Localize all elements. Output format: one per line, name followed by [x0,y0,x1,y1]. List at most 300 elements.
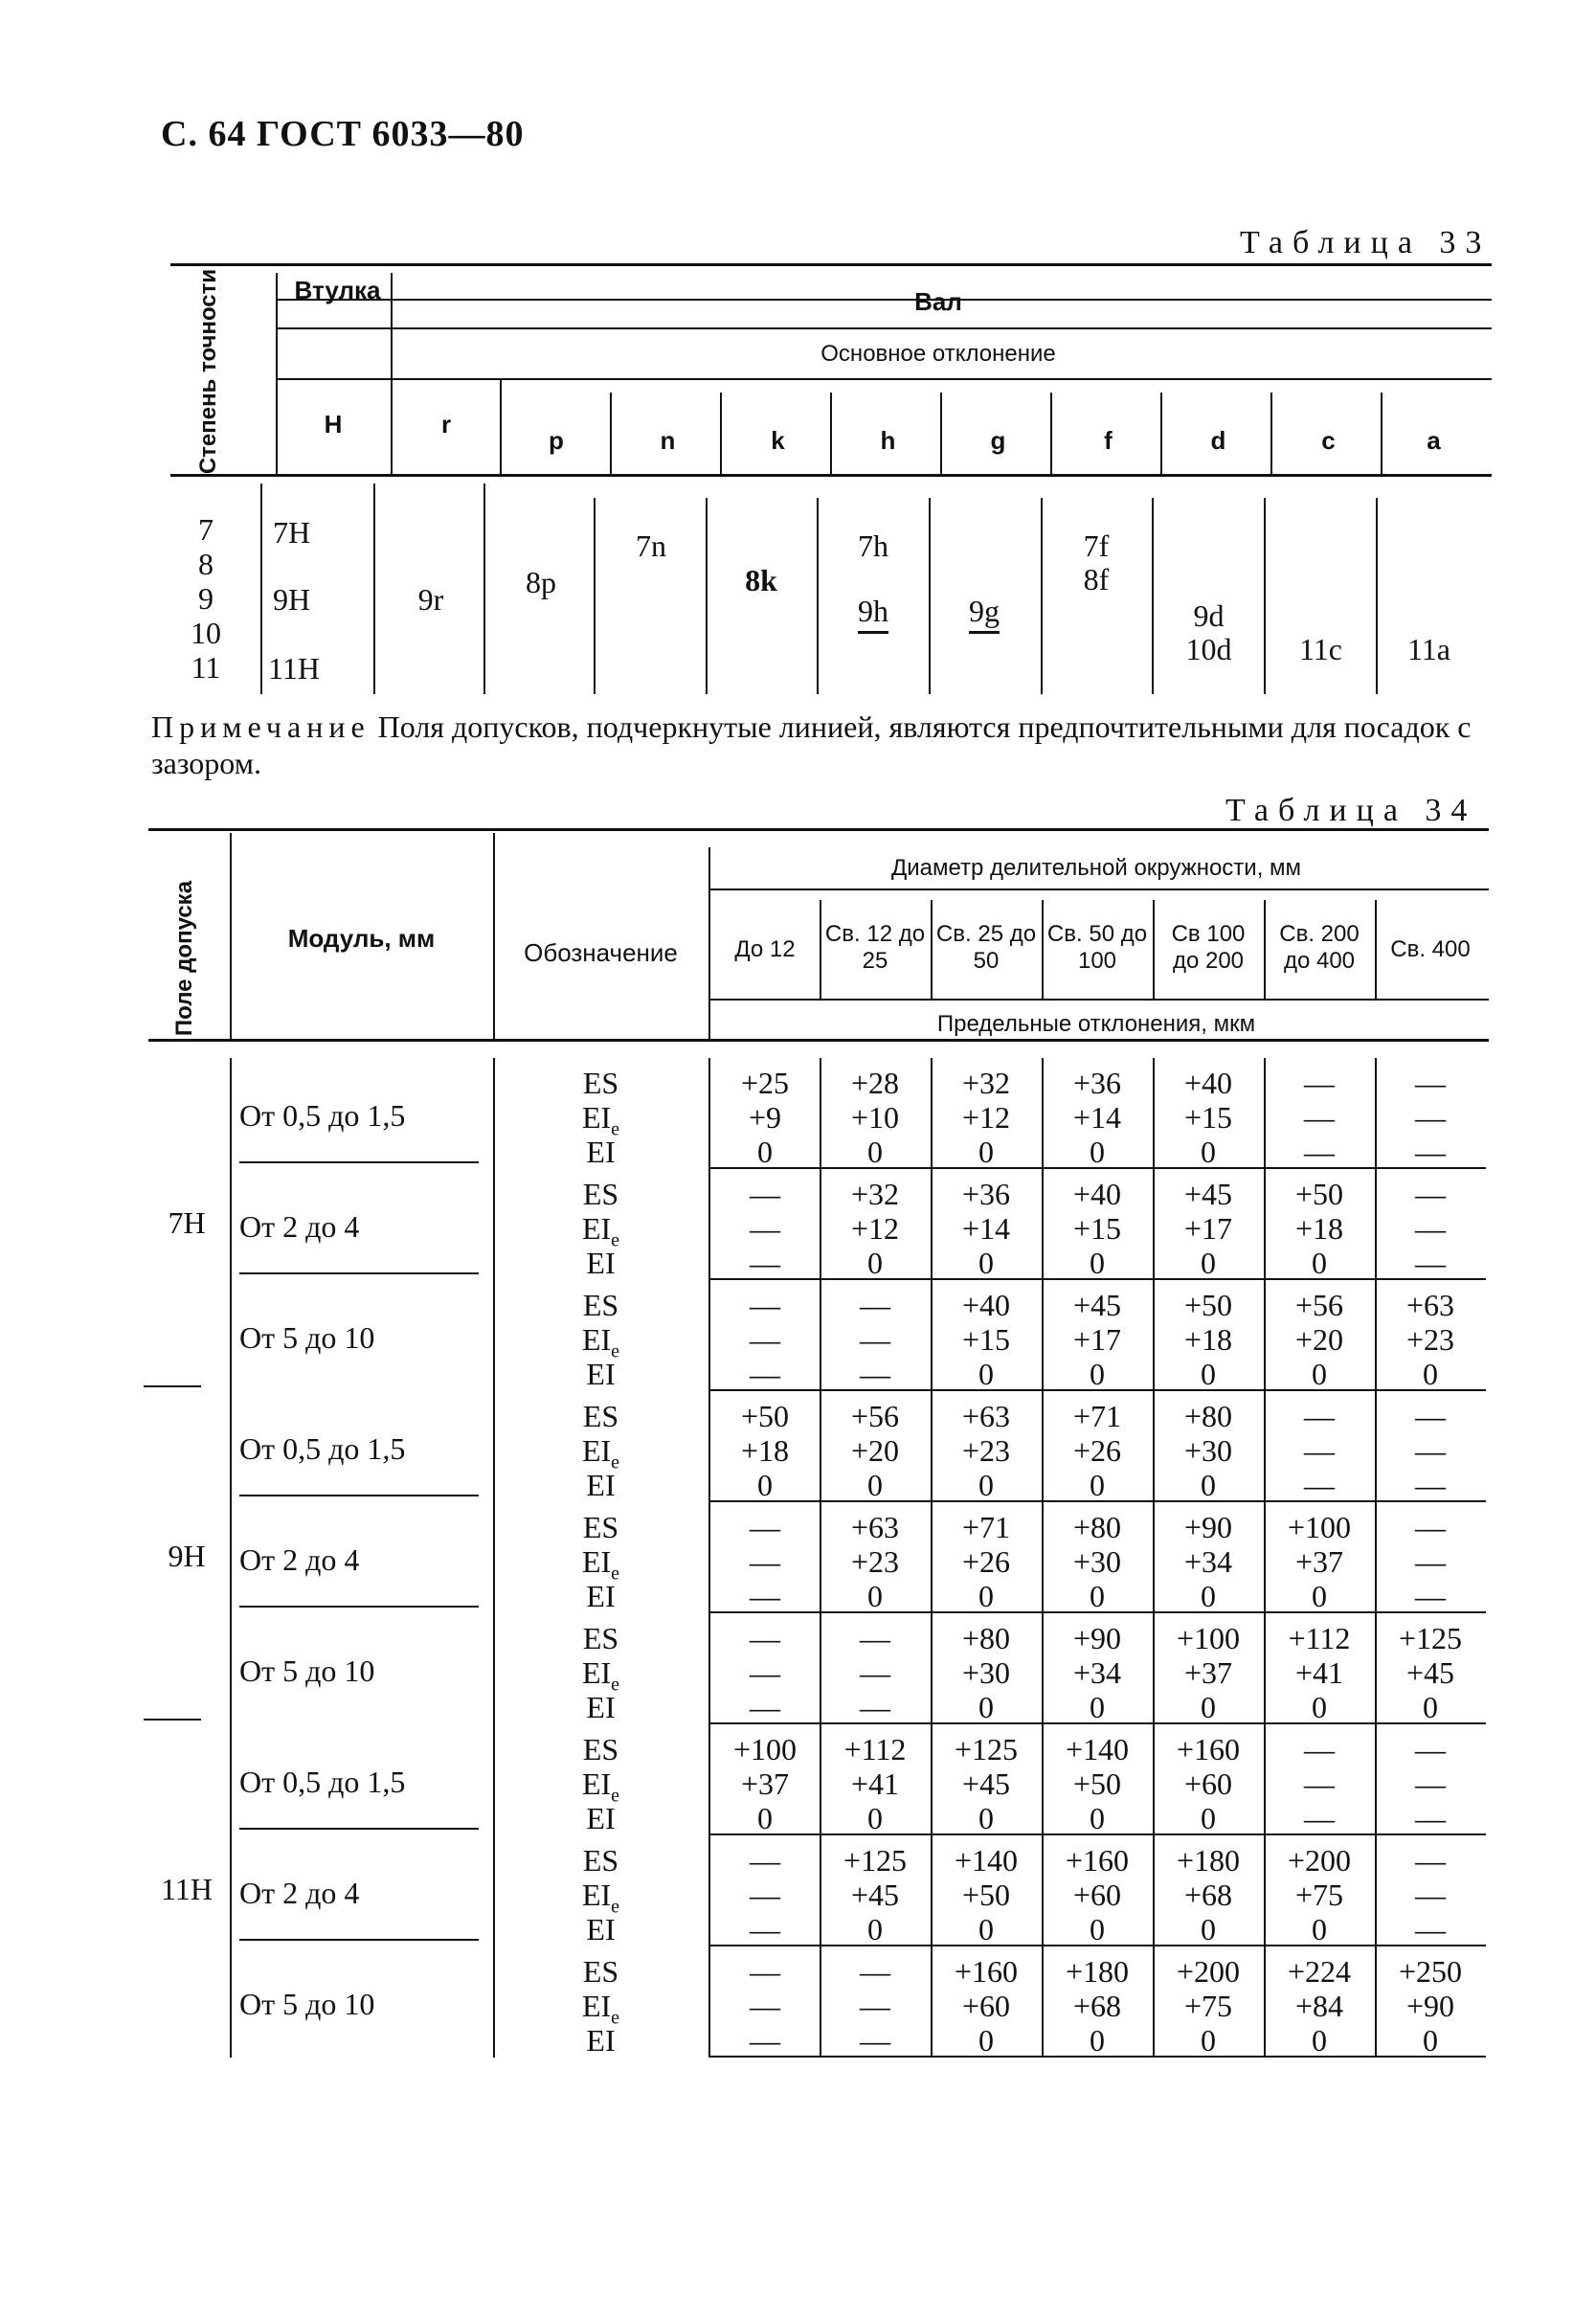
designation-ei: EI [586,1690,616,1724]
deviation-value: 0 [978,2023,994,2058]
module-label: От 0,5 до 1,5 [239,1765,406,1799]
t33-bv [929,498,931,694]
deviation-value: +32 [961,1066,1011,1100]
deviation-value: +45 [1405,1655,1455,1690]
field-9H: 9H [168,1539,206,1573]
deviation-value: 0 [978,1912,994,1946]
deviation-value: +37 [740,1766,790,1801]
deviation-value: +90 [1405,1989,1455,2023]
deviation-value: +9 [748,1100,782,1135]
deviation-value: +30 [1072,1544,1122,1579]
designation-ei: EI [586,1357,616,1391]
deviation-value: +12 [850,1211,900,1246]
diam-col-5: Св 100 до 200 [1171,921,1246,974]
deviation-value: — [860,1357,890,1391]
module-label: От 5 до 10 [239,1987,375,2021]
deviation-value: +41 [1294,1655,1344,1690]
t34-hv [1153,900,1155,999]
deviation-value: +37 [1183,1655,1233,1690]
t34-hv [931,900,933,999]
deviation-value: +50 [1072,1766,1122,1801]
module-label: От 0,5 до 1,5 [239,1431,406,1466]
deviation-value: +90 [1183,1510,1233,1544]
deviation-value: — [1304,1468,1335,1502]
designation-ei: EI [586,2023,616,2058]
fit-9h: 9h [858,594,888,628]
deviation-value: +180 [1065,1954,1130,1989]
deviation-value: — [1415,1468,1446,1502]
deviation-value: — [1415,1843,1446,1878]
value-row-divider [710,1389,1486,1391]
deviation-value: +112 [843,1732,907,1766]
t34-hv [230,833,232,1039]
deviation-value: +18 [1294,1211,1344,1246]
module-divider [239,1272,479,1274]
deviation-value: +23 [961,1433,1011,1468]
deviation-value: +23 [1405,1322,1455,1357]
table33-title: Таблица 33 [1240,225,1492,260]
deviation-value: +125 [843,1843,908,1878]
deviation-value: 0 [1090,1801,1105,1835]
deviation-value: 0 [978,1357,994,1391]
deviation-value: 0 [867,1579,883,1613]
deviation-value: — [1415,1246,1446,1280]
deviation-value: 0 [1201,1579,1216,1613]
fit-8f: 8f [1083,562,1110,596]
module-divider [239,1161,479,1163]
table33-val-rule [278,327,1492,329]
deviation-value: +10 [850,1100,900,1135]
t33-v-sep [1050,393,1052,474]
degree-10: 10 [191,616,221,650]
t33-bv [1376,498,1378,694]
t33-v-sep [610,393,612,474]
designation-ei: EI [586,1135,616,1169]
designation-sub: e [611,1451,620,1473]
fit-9g: 9g [969,594,1000,628]
table33-top-rule [170,263,1492,266]
diam-col-3: Св. 25 до 50 [935,921,1037,974]
designation-sub: e [611,1785,620,1807]
deviation-value: 0 [1090,1579,1105,1613]
deviation-value: +224 [1287,1954,1352,1989]
deviation-value: — [1304,1801,1335,1835]
deviation-value: 0 [1090,1468,1105,1502]
designation-text: EI [581,1989,612,2023]
deviation-value: 0 [1090,1135,1105,1169]
deviation-value: — [750,1177,780,1211]
deviation-value: +20 [1294,1322,1344,1357]
diam-col-1: До 12 [734,936,796,962]
designation-es: ES [582,1732,619,1766]
table34-col-divider [1264,1058,1266,2058]
t34-hv [708,847,710,1039]
deviation-value: — [1304,1135,1335,1169]
letter-c: c [1321,426,1336,455]
fit-7H: 7H [273,515,311,550]
deviation-value: — [1304,1766,1335,1801]
deviation-value: — [1415,1544,1446,1579]
deviation-value: +14 [1072,1100,1122,1135]
deviation-value: +63 [1405,1288,1455,1322]
deviation-value: +30 [961,1655,1011,1690]
designation-es: ES [582,1843,619,1878]
deviation-value: 0 [867,1912,883,1946]
letter-g: g [990,426,1006,455]
deviation-value: — [1304,1399,1335,1433]
deviation-value: +56 [1294,1288,1344,1322]
letter-H: H [324,410,343,439]
deviation-value: +160 [1065,1843,1130,1878]
deviation-value: +75 [1294,1878,1344,1912]
deviation-value: — [750,1690,780,1724]
designation-es: ES [582,1288,619,1322]
deviation-value: 0 [1201,1801,1216,1835]
fit-7h: 7h [858,529,888,563]
deviation-value: — [750,1544,780,1579]
value-row-divider [710,1167,1486,1169]
t33-bv [594,498,596,694]
deviation-value: 0 [1201,1468,1216,1502]
deviation-value: +36 [961,1177,1011,1211]
deviation-value: +41 [850,1766,900,1801]
designation-sub: e [611,1340,620,1362]
deviation-value: 0 [757,1135,773,1169]
table34-limits-header: Предельные отклонения, мкм [936,1011,1256,1037]
diam-col-2: Св. 12 до 25 [824,921,926,974]
designation-es: ES [582,1954,619,1989]
table33-vtulka-header: Втулка [294,276,381,304]
fit-9g-wrap [936,594,1032,629]
deviation-value: — [860,2023,890,2058]
value-row-divider [710,1722,1486,1724]
deviation-value: — [1415,1912,1446,1946]
deviation-value: +140 [1065,1732,1130,1766]
deviation-value: — [750,1989,780,2023]
t33-bv [817,498,819,694]
deviation-value: — [1304,1433,1335,1468]
table34-title: Таблица 34 [1225,793,1477,828]
deviation-value: +84 [1294,1989,1344,2023]
diam-col-6: Св. 200 до 400 [1279,921,1360,974]
deviation-value: +37 [1294,1544,1344,1579]
deviation-value: 0 [1201,1135,1216,1169]
table33-osn-header: Основное отклонение [820,341,1056,367]
letter-f: f [1104,426,1113,455]
table33-degree-header: Степень точности [195,268,221,475]
t33-v-sep [1270,393,1272,474]
deviation-value: — [860,1322,890,1357]
deviation-value: 0 [1312,2023,1327,2058]
deviation-value: 0 [867,1468,883,1502]
deviation-value: 0 [1312,1690,1327,1724]
deviation-value: +45 [1183,1177,1233,1211]
deviation-value: — [1415,1066,1446,1100]
table34-col-divider [1042,1058,1044,2058]
letter-k: k [771,426,785,455]
table34-col-divider [493,1058,495,2058]
deviation-value: — [750,1912,780,1946]
fit-8p: 8p [526,565,556,599]
t34-hv [493,833,495,1039]
t33-v-vtulka [391,273,393,474]
fit-9r: 9r [417,582,444,617]
designation-sub: e [611,1229,620,1251]
deviation-value: — [1415,1211,1446,1246]
fit-9H: 9H [273,582,311,617]
module-label: От 5 до 10 [239,1320,375,1355]
deviation-value: — [750,1843,780,1878]
deviation-value: — [750,1322,780,1357]
group-divider [144,1385,201,1387]
table34-diam-rule [710,889,1489,890]
deviation-value: +25 [740,1066,790,1100]
deviation-value: +180 [1176,1843,1241,1878]
designation-es: ES [582,1621,619,1655]
module-label: От 2 до 4 [239,1209,360,1244]
table34-col-divider [820,1058,821,2058]
designation-sub: e [611,1118,620,1140]
t33-bv [260,484,262,694]
value-row-divider [710,1611,1486,1613]
deviation-value: — [750,1211,780,1246]
deviation-value: +160 [954,1954,1019,1989]
designation-text: EI [581,1878,612,1912]
module-label: От 5 до 10 [239,1653,375,1688]
fit-10d: 10d [1185,632,1232,666]
deviation-value: — [860,1989,890,2023]
module-divider [239,1939,479,1941]
deviation-value: — [1415,1801,1446,1835]
deviation-value: 0 [1423,1357,1438,1391]
deviation-value: +100 [732,1732,798,1766]
deviation-value: 0 [867,1246,883,1280]
designation-sub: e [611,2007,620,2029]
designation-sub: e [611,1674,620,1696]
deviation-value: +56 [850,1399,900,1433]
deviation-value: +45 [1072,1288,1122,1322]
table33-header-rule [170,474,1492,477]
table34-col-divider [1375,1058,1377,2058]
deviation-value: +50 [961,1878,1011,1912]
letter-h: h [880,426,896,455]
table34-col-divider [931,1058,933,2058]
deviation-value: — [860,1690,890,1724]
fit-7n: 7n [636,529,666,563]
table34-top-rule [148,828,1489,831]
deviation-value: +140 [954,1843,1019,1878]
designation-es: ES [582,1066,619,1100]
letter-n: n [660,426,676,455]
t33-v-sep [940,393,942,474]
table34-module-header: Модуль, мм [287,924,436,953]
deviation-value: — [750,1954,780,1989]
deviation-value: — [860,1288,890,1322]
t33-v-sep [720,393,722,474]
deviation-value: +63 [961,1399,1011,1433]
deviation-value: 0 [1312,1912,1327,1946]
deviation-value: — [1415,1878,1446,1912]
letter-p: p [549,426,564,455]
deviation-value: +68 [1183,1878,1233,1912]
designation-es: ES [582,1177,619,1211]
designation-text: EI [581,1655,612,1690]
deviation-value: +60 [961,1989,1011,2023]
deviation-value: — [1415,1177,1446,1211]
deviation-value: +34 [1072,1655,1122,1690]
fit-9d: 9d [1193,598,1225,633]
deviation-value: +90 [1072,1621,1122,1655]
deviation-value: — [1415,1433,1446,1468]
t33-v-degree [276,273,278,474]
deviation-value: 0 [1090,1912,1105,1946]
deviation-value: +14 [961,1211,1011,1246]
deviation-value: +17 [1183,1211,1233,1246]
field-7H: 7H [168,1205,206,1240]
deviation-value: +100 [1287,1510,1352,1544]
t33-v-sep [1381,393,1382,474]
deviation-value: +60 [1183,1766,1233,1801]
note [151,709,1472,781]
deviation-value: 0 [978,1468,994,1502]
fit-11c: 11c [1298,632,1342,666]
fit-9h-wrap [825,594,921,629]
deviation-value: +50 [1183,1288,1233,1322]
table34-col-divider [1153,1058,1155,2058]
degree-8: 8 [198,547,214,581]
deviation-value: 0 [978,1579,994,1613]
designation-text: EI [581,1766,612,1801]
degree-7: 7 [198,512,214,547]
deviation-value: — [860,1954,890,1989]
designation-text: EI [581,1433,612,1468]
deviation-value: +23 [850,1544,900,1579]
letter-d: d [1210,426,1226,455]
deviation-value: +100 [1176,1621,1241,1655]
t33-bv [1264,498,1266,694]
deviation-value: +160 [1176,1732,1241,1766]
deviation-value: 0 [1201,1690,1216,1724]
deviation-value: 0 [1090,1357,1105,1391]
field-11H: 11H [161,1872,213,1906]
deviation-value: +60 [1072,1878,1122,1912]
deviation-value: — [750,1288,780,1322]
value-row-divider [710,2056,1486,2058]
deviation-value: 0 [978,1246,994,1280]
degree-11: 11 [191,650,221,685]
table34-diamcols-rule [710,999,1489,1001]
deviation-value: 0 [1090,1690,1105,1724]
deviation-value: +36 [1072,1066,1122,1100]
value-row-divider [710,1278,1486,1280]
letter-r: r [440,410,452,439]
deviation-value: 0 [867,1801,883,1835]
deviation-value: — [1415,1135,1446,1169]
deviation-value: 0 [1423,1690,1438,1724]
designation-ei: EI [586,1246,616,1280]
t33-bv [1152,498,1154,694]
deviation-value: +26 [961,1544,1011,1579]
deviation-value: +40 [1072,1177,1122,1211]
value-row-divider [710,1833,1486,1835]
deviation-value: — [750,1655,780,1690]
deviation-value: 0 [978,1690,994,1724]
deviation-value: 0 [1312,1246,1327,1280]
module-divider [239,1828,479,1830]
deviation-value: +32 [850,1177,900,1211]
deviation-value: +12 [961,1100,1011,1135]
designation-text: EI [581,1544,612,1579]
deviation-value: +17 [1072,1322,1122,1357]
deviation-value: +80 [961,1621,1011,1655]
diam-col-7: Св. 400 [1390,936,1471,962]
table34-diam-header: Диаметр делительной окружности, мм [890,855,1302,881]
deviation-value: +71 [1072,1399,1122,1433]
designation-ei: EI [586,1912,616,1946]
deviation-value: +18 [740,1433,790,1468]
deviation-value: +200 [1287,1843,1352,1878]
deviation-value: +200 [1176,1954,1241,1989]
deviation-value: 0 [1201,1357,1216,1391]
note-text: Поля допусков, подчеркнутые линией, являются предпочтительными для посадок с зазором. [151,709,1472,780]
deviation-value: 0 [757,1801,773,1835]
table34-col-divider [708,1058,710,2058]
t33-bv [483,484,485,694]
deviation-value: — [750,1878,780,1912]
table34-field-header: Поле допуска [171,880,197,1037]
deviation-value: 0 [978,1801,994,1835]
deviation-value: +125 [954,1732,1019,1766]
module-divider [239,1606,479,1608]
deviation-value: +80 [1072,1510,1122,1544]
deviation-value: — [1415,1399,1446,1433]
deviation-value: +18 [1183,1322,1233,1357]
value-row-divider [710,1945,1486,1946]
designation-ei: EI [586,1801,616,1835]
deviation-value: 0 [1312,1579,1327,1613]
deviation-value: +28 [850,1066,900,1100]
deviation-value: +15 [961,1322,1011,1357]
note-label: Примечание [151,709,371,744]
deviation-value: 0 [1312,1357,1327,1391]
group-divider [144,1719,201,1721]
designation-text: EI [581,1211,612,1246]
deviation-value: — [1415,1100,1446,1135]
t33-bv [1041,498,1043,694]
deviation-value: +80 [1183,1399,1233,1433]
deviation-value: +75 [1183,1989,1233,2023]
deviation-value: +30 [1183,1433,1233,1468]
deviation-value: +45 [850,1878,900,1912]
letter-a: a [1427,426,1441,455]
t33-bv [373,484,375,694]
designation-es: ES [582,1510,619,1544]
page-header: С. 64 ГОСТ 6033—80 [161,114,525,154]
deviation-value: — [860,1655,890,1690]
t33-v-sep [1160,393,1162,474]
deviation-value: +20 [850,1433,900,1468]
module-divider [239,1495,479,1496]
designation-sub: e [611,1563,620,1585]
deviation-value: +15 [1183,1100,1233,1135]
deviation-value: +40 [961,1288,1011,1322]
deviation-value: +40 [1183,1066,1233,1100]
deviation-value: 0 [1201,2023,1216,2058]
degree-9: 9 [198,581,214,616]
deviation-value: — [1415,1732,1446,1766]
designation-text: EI [581,1322,612,1357]
designation-text: EI [581,1100,612,1135]
